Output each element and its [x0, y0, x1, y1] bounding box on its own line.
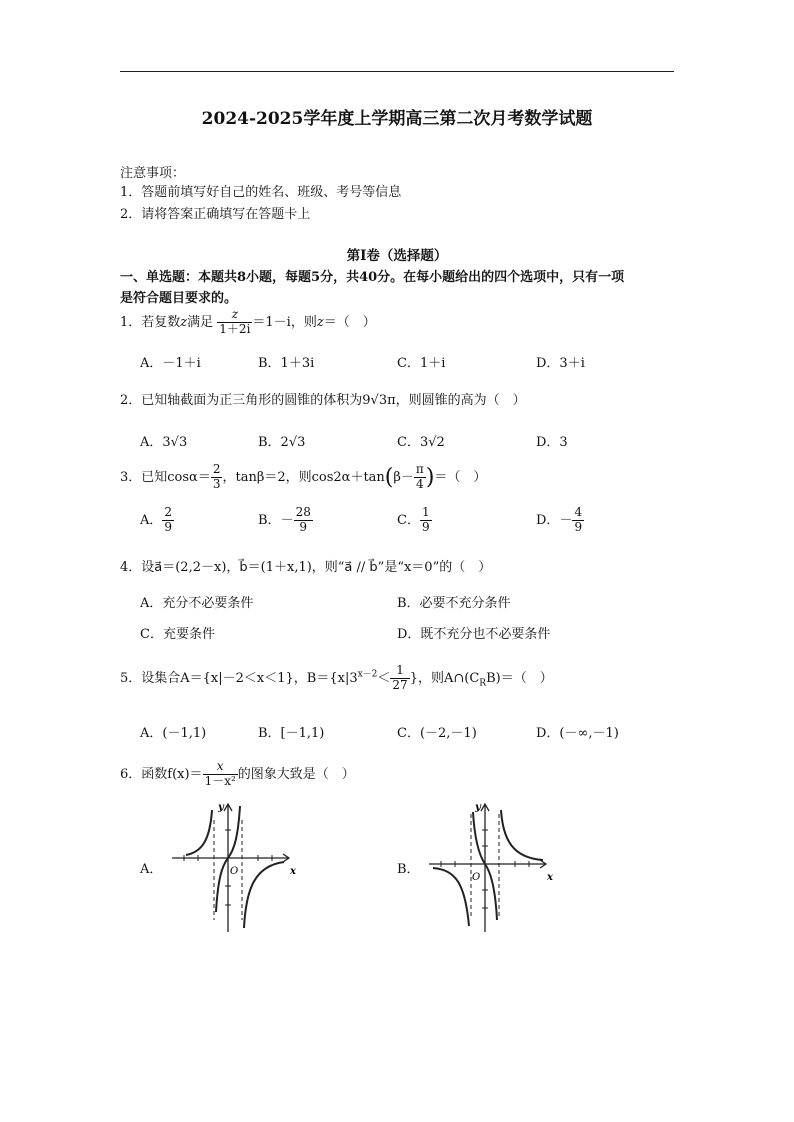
question-4: 4．设a⃗＝(2,2－x)，b⃗＝(1＋x,1)，则“a⃗ // b⃗”是“x＝0”的（ ） — [120, 560, 492, 575]
q1-option-d[interactable]: D．3＋i — [536, 356, 585, 371]
q6-option-a[interactable]: A． — [140, 862, 163, 877]
note-item: 1．答题前填写好自己的姓名、班级、考号等信息 — [120, 185, 402, 200]
q5-option-c[interactable]: C．(－2,－1) — [397, 726, 477, 741]
question-1: 1．若复数z满足 $\frac{z}{1+2i}$ ＝1－i，则z＝（ ） — [120, 307, 376, 336]
q4-option-c[interactable]: C．充要条件 — [140, 627, 215, 642]
q4-option-d[interactable]: D．既不充分也不必要条件 — [397, 627, 551, 642]
q2-option-d[interactable]: D．3 — [536, 435, 568, 450]
q5-option-b[interactable]: B．[－1,1) — [258, 726, 325, 741]
q2-option-c[interactable]: C．3√2 — [397, 435, 445, 450]
q6a-origin-label: O — [230, 866, 239, 877]
question-2: 2．已知轴截面为正三角形的圆锥的体积为9√3π，则圆锥的高为（ ） — [120, 393, 526, 408]
q3-option-a[interactable]: A． $\frac{2}{9}$ — [140, 505, 173, 534]
question-3: 3．已知cosα＝ $\frac{2}{3}$ ，tanβ＝2，则cos2α＋tan(β－ $\frac{\pi}{4}$ )＝（ ） — [120, 462, 487, 491]
q6b-origin-label: O — [472, 872, 481, 883]
q2-option-b[interactable]: B．2√3 — [258, 435, 306, 450]
q1-option-c[interactable]: C．1＋i — [397, 356, 446, 371]
q5-option-a[interactable]: A．(－1,1) — [140, 726, 207, 741]
q6b-x-label: x — [547, 872, 553, 883]
q6-graph-b[interactable] — [425, 800, 555, 936]
page-title: 2024-2025学年度上学期高三第二次月考数学试题 — [201, 109, 593, 129]
section-intro: 一、单选题：本题共8小题，每题5分，共40分。在每小题给出的四个选项中，只有一项 — [120, 270, 625, 285]
section-intro-cont: 是符合题目要求的。 — [120, 291, 238, 306]
q4-option-b[interactable]: B．必要不充分条件 — [397, 596, 511, 611]
q5-option-d[interactable]: D．(－∞,－1) — [536, 726, 619, 741]
section-title: 第Ⅰ卷（选择题） — [346, 248, 448, 264]
q4-option-a[interactable]: A．充分不必要条件 — [140, 596, 254, 611]
q6a-x-label: x — [290, 866, 296, 877]
notes-heading: 注意事项： — [120, 166, 186, 181]
q2-option-a[interactable]: A．3√3 — [140, 435, 188, 450]
q3-option-b[interactable]: B．－ $\frac{28}{9}$ — [258, 505, 311, 534]
q1-option-b[interactable]: B．1＋3i — [258, 356, 315, 371]
question-5: 5．设集合A＝{x|－2＜x＜1}，$B=\{x|3^{x-2}<$ $\frac{1}{27}$ }，则$A\cap(C_RB)=$（ ） — [120, 663, 553, 692]
q6b-y-label: y — [475, 802, 481, 813]
question-6: 6．函数f(x)＝ $\frac{x}{\text{1－x²}}$ 的图象大致是（ ） — [120, 759, 355, 788]
note-item: 2．请将答案正确填写在答题卡上 — [120, 207, 311, 222]
q3-option-c[interactable]: C． $\frac{1}{9}$ — [397, 505, 430, 534]
q6a-y-label: y — [218, 802, 224, 813]
top-rule — [120, 71, 674, 72]
q6-graph-a[interactable] — [168, 800, 298, 936]
q3-option-d[interactable]: D．－ $\frac{4}{9}$ — [536, 505, 583, 534]
q1-option-a[interactable]: A．－1＋i — [140, 356, 201, 371]
q6-option-b[interactable]: B． — [397, 862, 420, 877]
